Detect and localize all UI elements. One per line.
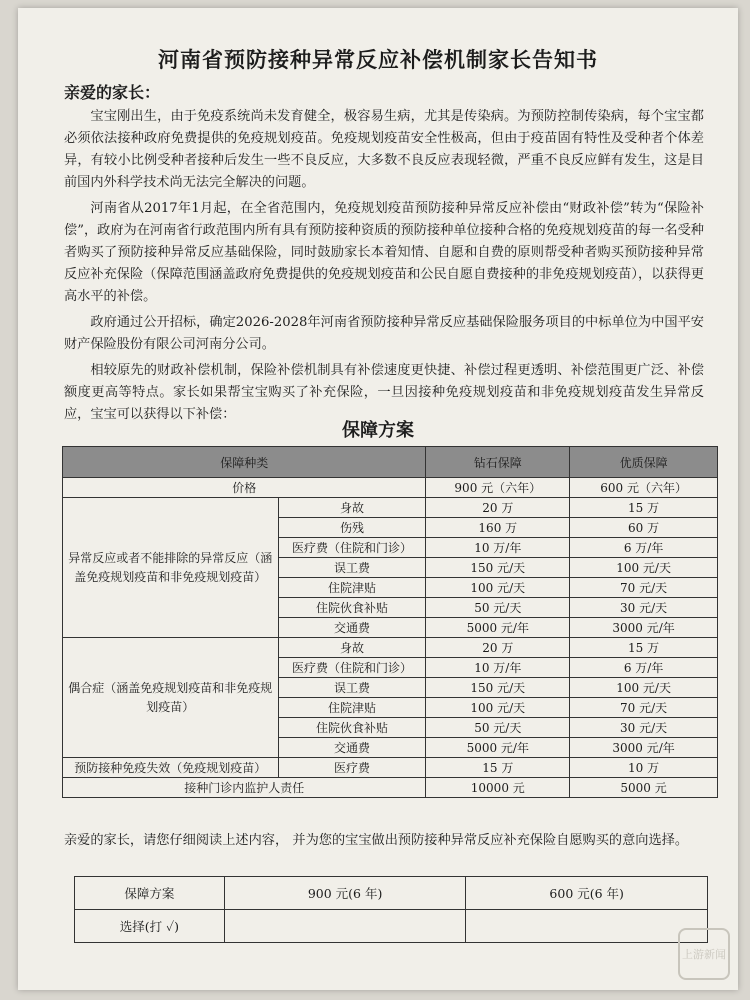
plan-title: 保障方案: [342, 420, 414, 441]
selection-table: [74, 876, 708, 943]
diamond-cell: 15 万: [426, 758, 570, 778]
item-cell: 医疗费（住院和门诊）: [278, 538, 426, 558]
item-cell: 住院伙食补贴: [278, 598, 426, 618]
paragraph-1: 宝宝刚出生，由于免疫系统尚未发育健全，极容易生病，尤其是传染病。为预防控制传染病，每个宝宝都必须依法接种政府免费提供的免疫规划疫苗。免疫规划疫苗安全性极高，但由于疫苗固有特性及受种者个体差异，有较小比例受种者接种后发生一些不良反应，大多数不良反应表现轻微，严重不良反应鲜有发生，这是目前国内外科学技术尚无法完全解决的问题。: [64, 109, 704, 190]
item-cell: 医疗费: [278, 758, 426, 778]
diamond-cell: 50 元/天: [426, 718, 570, 738]
plan-label: 保障方案: [75, 877, 225, 910]
quality-cell: 3000 元/年: [570, 738, 718, 758]
diamond-cell: 20 万: [426, 638, 570, 658]
price-diamond: 900 元（六年）: [426, 478, 570, 498]
greeting: 亲爱的家长：: [64, 83, 161, 102]
item-cell: 住院津贴: [278, 578, 426, 598]
quality-cell: 70 元/天: [570, 698, 718, 718]
diamond-cell: 10000 元: [426, 778, 570, 798]
table-row: [63, 498, 718, 518]
liability-label: 接种门诊内监护人责任: [63, 778, 426, 798]
table-row: [63, 478, 718, 498]
diamond-cell: 5000 元/年: [426, 618, 570, 638]
header-quality: 优质保障: [570, 447, 718, 478]
closing-text: 亲爱的家长，请您仔细阅读上述内容， 并为您的宝宝做出预防接种异常反应补充保险自愿购买的意向选择。: [64, 833, 689, 848]
item-cell: 误工费: [278, 678, 426, 698]
price-label: 价格: [63, 478, 426, 498]
item-cell: 住院津贴: [278, 698, 426, 718]
table-row: [63, 638, 718, 658]
option-600: 600 元(6 年): [466, 877, 708, 910]
coverage-table: [62, 446, 718, 798]
quality-cell: 100 元/天: [570, 558, 718, 578]
header-diamond: 钻石保障: [426, 447, 570, 478]
choice-box-900[interactable]: [224, 910, 466, 943]
header-coverage-type: 保障种类: [63, 447, 426, 478]
quality-cell: 70 元/天: [570, 578, 718, 598]
choice-box-600[interactable]: [466, 910, 708, 943]
notice-paper: [18, 8, 738, 990]
quality-cell: 6 万/年: [570, 538, 718, 558]
diamond-cell: 20 万: [426, 498, 570, 518]
table-row: [75, 910, 708, 943]
paragraph-3: 政府通过公开招标，确定2026-2028年河南省预防接种异常反应基础保险服务项目的中标单位为中国平安财产保险股份有限公司河南分公司。: [64, 315, 704, 352]
item-cell: 误工费: [278, 558, 426, 578]
table-row: [63, 758, 718, 778]
group2-category: 偶合症（涵盖免疫规划疫苗和非免疫规划疫苗）: [63, 638, 279, 758]
quality-cell: 30 元/天: [570, 718, 718, 738]
choose-label: 选择(打 ✓): [75, 910, 225, 943]
option-900: 900 元(6 年): [224, 877, 466, 910]
paragraph-4: 相较原先的财政补偿机制，保险补偿机制具有补偿速度更快捷、补偿过程更透明、补偿范围更广泛、补偿额度更高等特点。家长如果帮宝宝购买了补充保险，一旦因接种免疫规划疫苗和非免疫规划疫苗发生异常反应，宝宝可以获得以下补偿：: [64, 363, 704, 422]
diamond-cell: 150 元/天: [426, 558, 570, 578]
item-cell: 交通费: [278, 738, 426, 758]
item-cell: 交通费: [278, 618, 426, 638]
group1-category: 异常反应或者不能排除的异常反应（涵盖免疫规划疫苗和非免疫规划疫苗）: [63, 498, 279, 638]
diamond-cell: 150 元/天: [426, 678, 570, 698]
quality-cell: 60 万: [570, 518, 718, 538]
quality-cell: 15 万: [570, 638, 718, 658]
table-row: [75, 877, 708, 910]
item-cell: 伤残: [278, 518, 426, 538]
quality-cell: 10 万: [570, 758, 718, 778]
notice-body: [64, 106, 704, 430]
quality-cell: 15 万: [570, 498, 718, 518]
quality-cell: 3000 元/年: [570, 618, 718, 638]
quality-cell: 100 元/天: [570, 678, 718, 698]
table-header-row: [63, 447, 718, 478]
item-cell: 医疗费（住院和门诊）: [278, 658, 426, 678]
item-cell: 身故: [278, 638, 426, 658]
failure-category: 预防接种免疫失效（免疫规划疫苗）: [63, 758, 279, 778]
paragraph-2: 河南省从2017年1月起，在全省范围内，免疫规划疫苗预防接种异常反应补偿由“财政补偿”转为“保险补偿”，政府为在河南省行政范围内所有具有预防接种资质的预防接种单位接种合格的免疫规划疫苗的每一名受种者购买了预防接种异常反应基础保险，同时鼓励家长本着知情、自愿和自费的原则帮受种者购买预防接种异常反应补充保险（保障范围涵盖政府免费提供的免疫规划疫苗和公民自愿自费接种的非免疫规划疫苗），以获得更高水平的补偿。: [64, 201, 704, 304]
item-cell: 身故: [278, 498, 426, 518]
quality-cell: 6 万/年: [570, 658, 718, 678]
watermark-logo: 上游新闻: [678, 928, 730, 980]
table-row: [63, 778, 718, 798]
diamond-cell: 100 元/天: [426, 578, 570, 598]
quality-cell: 30 元/天: [570, 598, 718, 618]
item-cell: 住院伙食补贴: [278, 718, 426, 738]
diamond-cell: 10 万/年: [426, 658, 570, 678]
diamond-cell: 10 万/年: [426, 538, 570, 558]
quality-cell: 5000 元: [570, 778, 718, 798]
diamond-cell: 160 万: [426, 518, 570, 538]
price-quality: 600 元（六年）: [570, 478, 718, 498]
document-title: 河南省预防接种异常反应补偿机制家长告知书: [158, 48, 598, 72]
diamond-cell: 50 元/天: [426, 598, 570, 618]
diamond-cell: 5000 元/年: [426, 738, 570, 758]
diamond-cell: 100 元/天: [426, 698, 570, 718]
